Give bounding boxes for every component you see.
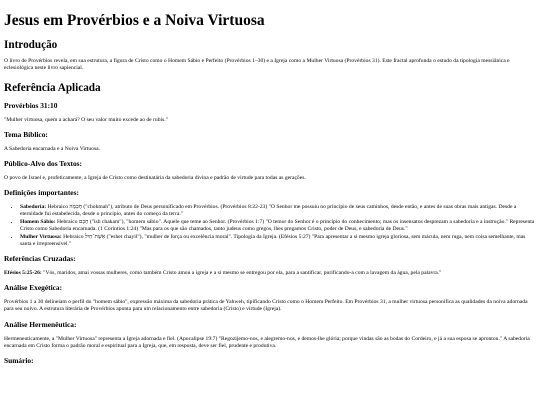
- audience-heading: Público-Alvo dos Textos:: [4, 159, 83, 169]
- summary-heading: Sumário:: [4, 355, 34, 365]
- definitions-list: [4, 204, 536, 248]
- cross-reference-text: [4, 270, 536, 277]
- definition-text: Hebraico אֵשֶׁת־חַיִל ("eshet chayil"), "mulher de força ou excelência moral". Tipologia da Igreja. (Efésios 5:27) "Para apresentar a si mesmo igreja gloriosa, sem mácula, nem ruga, nem coisa semelhante, mas santa e irrepreensível.": [20, 234, 526, 248]
- hermeneutic-heading: Análise Hermenêutica:: [4, 319, 77, 329]
- verse-reference: Provérbios 31:10: [4, 101, 58, 111]
- definition-text: Hebraico חָכְמָה ("chokmah"), atributo de Deus personificado em Provérbios. (Provérbios 8:22-23) "O Senhor me possuiu no princípio de seus caminhos, desde então, e antes de suas obras mais antigas. Desde a eternidade fui estabelecida, desde o princípio, antes do começo da terra.": [20, 204, 517, 218]
- definition-item-sabedoria: [20, 204, 536, 218]
- exegetical-heading: Análise Exegética:: [4, 283, 63, 293]
- cross-reference-ref: Efésios 5:25-26:: [4, 270, 42, 277]
- exegetical-text: Provérbios 1 a 30 delineiam o perfil do "homem sábio", expressão máxima da sabedoria prática de Yahweh, tipificando Cristo como o Homem Perfeito. Em Provérbios 31, a mulher virtuosa personifica as qualidades da noiva adornada para seu noivo. A estrutura literária de Provérbios aponta para um relacionamento entre sabedoria (Cristo) e virtude (Igreja).: [4, 299, 528, 313]
- theme-heading: Tema Bíblico:: [4, 130, 48, 140]
- definition-item-mulher-virtuosa: [20, 234, 536, 248]
- cross-reference-quote: "Vós, maridos, amai vossas mulheres, como também Cristo amou a igreja e a si mesmo se entregou por ela, para a santificar, purificando-a com a lavagem da água, pela palavra.": [41, 270, 442, 277]
- definition-term: Sabedoria:: [20, 204, 47, 211]
- theme-text: A Sabedoria encarnada e a Noiva Virtuosa.: [4, 146, 101, 153]
- definitions-heading: Definições importantes:: [4, 188, 79, 198]
- intro-heading: Introdução: [4, 39, 58, 52]
- verse-text: "Mulher virtuosa, quem a achará? O seu valor muito excede ao de rubis.": [4, 117, 168, 124]
- definition-term: Mulher Virtuosa:: [20, 234, 62, 241]
- definition-text: Hebraico חָכָם ("ish chakam"), "homem sábio". Aquele que teme ao Senhor. (Provérbios 1:7) "O temor do Senhor é o princípio do conhecimento; mas os insensatos desprezam a sabedoria e a instrução." Representa Cristo como Sabedoria encarnada. (1 Coríntios 1:24) "Mas para os que são chamados, tanto judeus como gregos, lhes pregamos Cristo, poder de Deus, e sabedoria de Deus.": [20, 219, 535, 233]
- cross-references-heading: Referências Cruzadas:: [4, 254, 76, 264]
- definition-term: Homem Sábio:: [20, 219, 56, 226]
- definition-item-homem-sabio: [20, 219, 536, 233]
- reference-heading: Referência Aplicada: [4, 82, 101, 95]
- intro-text: O livro de Provérbios revela, em sua estrutura, a figura de Cristo como o Homem Sábio e Perfeito (Provérbios 1–30) e a Igreja como a Mulher Virtuosa (Provérbios 31). Este fractal aprofunda o estudo da tipologia messiânica e eclesiológica neste livro sapiencial.: [4, 57, 510, 72]
- page-title: Jesus em Provérbios e a Noiva Virtuosa: [4, 12, 265, 29]
- hermeneutic-text: Hermeneuticamente, a "Mulher Virtuosa" representa a Igreja adornada e fiel. (Apocalipse 19:7) "Regozijemo-nos, e alegremo-nos, e demos-lhe glória; porque vindas são as bodas do Cordeiro, e já a sua esposa se aprontou." A sabedoria encarnada em Cristo forma o padrão moral e espiritual para a Igreja, que, em resposta, deve ser fiel, prudente e produtiva.: [4, 335, 530, 349]
- audience-text: O povo de Israel e, profeticamente, a Igreja de Cristo como destinatária da sabedoria divina e padrão de virtude para todas as gerações.: [4, 175, 306, 182]
